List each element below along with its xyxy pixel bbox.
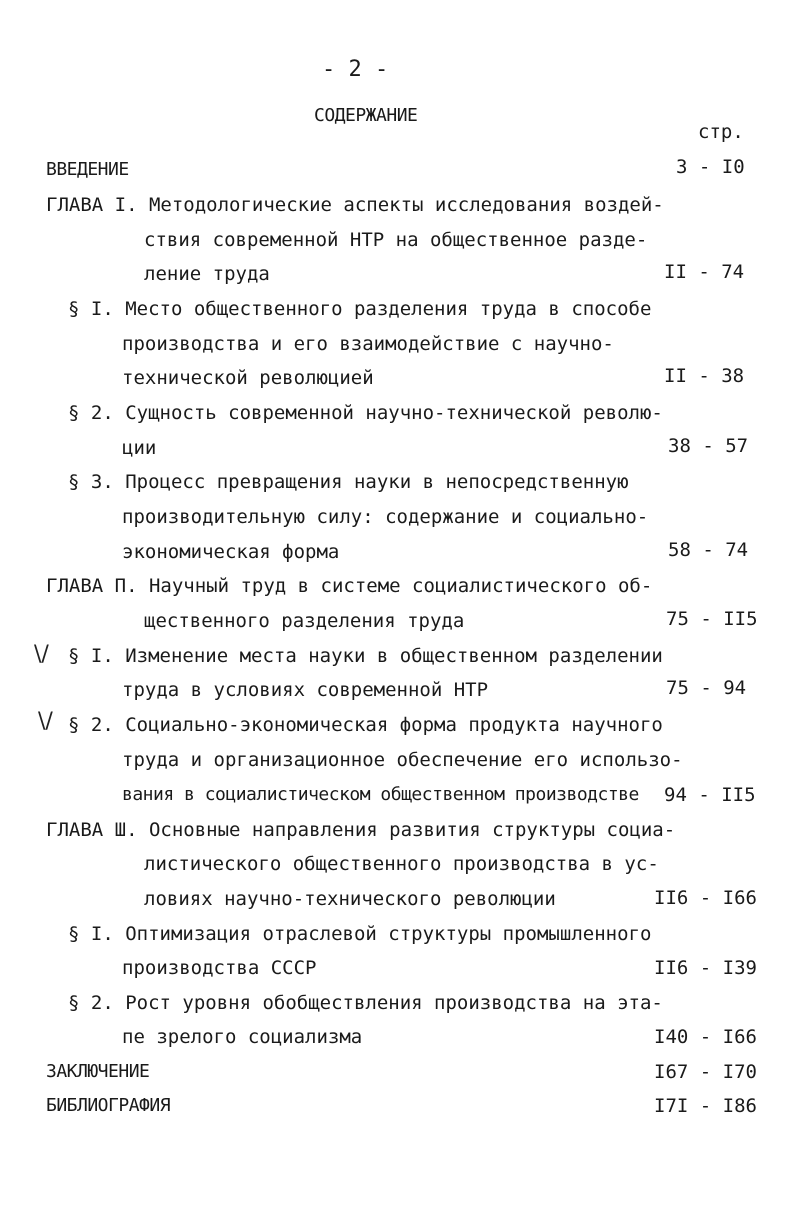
toc-pages-ch3-section-2: I40 - I66 (654, 1026, 757, 1048)
toc-ch2-section-2-line-2: труда и организационное обеспечение его использо- (122, 749, 683, 771)
pages-column-header: стр. (698, 121, 744, 143)
toc-chapter-3-line-1: ГЛАВА Ш. Основные направления развития структуры социа- (46, 819, 676, 841)
toc-pages-intro: 3 - I0 (676, 156, 745, 178)
toc-ch1-section-3-line-3: экономическая форма (122, 541, 340, 563)
toc-ch1-section-2-line-2: ции (122, 437, 157, 459)
toc-entry-intro: ВВЕДЕНИЕ (46, 159, 129, 180)
toc-pages-bibliography: I7I - I86 (654, 1095, 757, 1117)
page-title: СОДЕРЖАНИЕ (314, 105, 418, 126)
toc-pages-ch2-section-2: 94 - II5 (664, 784, 756, 806)
toc-chapter-2-line-1: ГЛАВА П. Научный труд в системе социалистического об- (46, 575, 653, 597)
toc-ch1-section-1-line-1: § I. Место общественного разделения труда в способе (68, 298, 652, 320)
toc-pages-ch2-section-1: 75 - 94 (666, 677, 747, 699)
toc-ch2-section-1-line-2: труда в условиях современной НТР (122, 679, 489, 701)
toc-pages-chapter-2: 75 - II5 (666, 608, 758, 630)
toc-entry-bibliography: БИБЛИОГРАФИЯ (46, 1095, 171, 1116)
toc-ch1-section-3-line-1: § 3. Процесс превращения науки в непосредственную (68, 471, 629, 493)
toc-ch1-section-1-line-3: технической революцией (122, 367, 374, 389)
toc-ch3-section-1-line-1: § I. Оптимизация отраслевой структуры промышленного (68, 923, 652, 945)
toc-chapter-1-line-3: ление труда (144, 263, 270, 285)
toc-ch3-section-2-line-2: пе зрелого социализма (122, 1026, 363, 1048)
toc-chapter-3-line-3: ловиях научно-технического революции (144, 888, 556, 910)
toc-chapter-1-line-2: ствия современной НТР на общественное разде- (144, 229, 648, 251)
toc-pages-ch1-section-2: 38 - 57 (668, 435, 749, 457)
toc-ch1-section-3-line-2: производительную силу: содержание и социально- (122, 506, 649, 528)
toc-pages-chapter-3: II6 - I66 (654, 887, 757, 909)
toc-chapter-2-line-2: щественного разделения труда (144, 610, 465, 632)
toc-ch2-section-1-line-1: § I. Изменение места науки в общественном разделении (68, 645, 663, 667)
toc-ch2-section-2-line-3: вания в социалистическом общественном производстве (122, 784, 639, 805)
page-number: - 2 - (322, 57, 389, 82)
handwritten-check-mark: \/ (38, 709, 53, 734)
toc-chapter-1-line-1: ГЛАВА I. Методологические аспекты исследования воздей- (46, 194, 664, 216)
toc-entry-conclusion: ЗАКЛЮЧЕНИЕ (46, 1061, 150, 1082)
toc-ch1-section-2-line-1: § 2. Сущность современной научно-технической револю- (68, 402, 663, 424)
toc-ch3-section-2-line-1: § 2. Рост уровня обобществления производства на эта- (68, 992, 663, 1014)
toc-pages-ch3-section-1: II6 - I39 (654, 957, 757, 979)
toc-pages-conclusion: I67 - I70 (654, 1061, 757, 1083)
toc-pages-ch1-section-3: 58 - 74 (668, 539, 749, 561)
toc-ch2-section-2-line-1: § 2. Социально-экономическая форма продукта научного (68, 714, 663, 736)
toc-pages-chapter-1: II - 74 (664, 261, 745, 283)
toc-ch3-section-1-line-2: производства СССР (122, 957, 317, 979)
toc-pages-ch1-section-1: II - 38 (664, 365, 745, 387)
toc-ch1-section-1-line-2: производства и его взаимодействие с научно- (122, 333, 614, 355)
toc-chapter-3-line-2: листического общественного производства в ус- (144, 853, 659, 875)
handwritten-tick-mark: \/ (34, 642, 49, 667)
